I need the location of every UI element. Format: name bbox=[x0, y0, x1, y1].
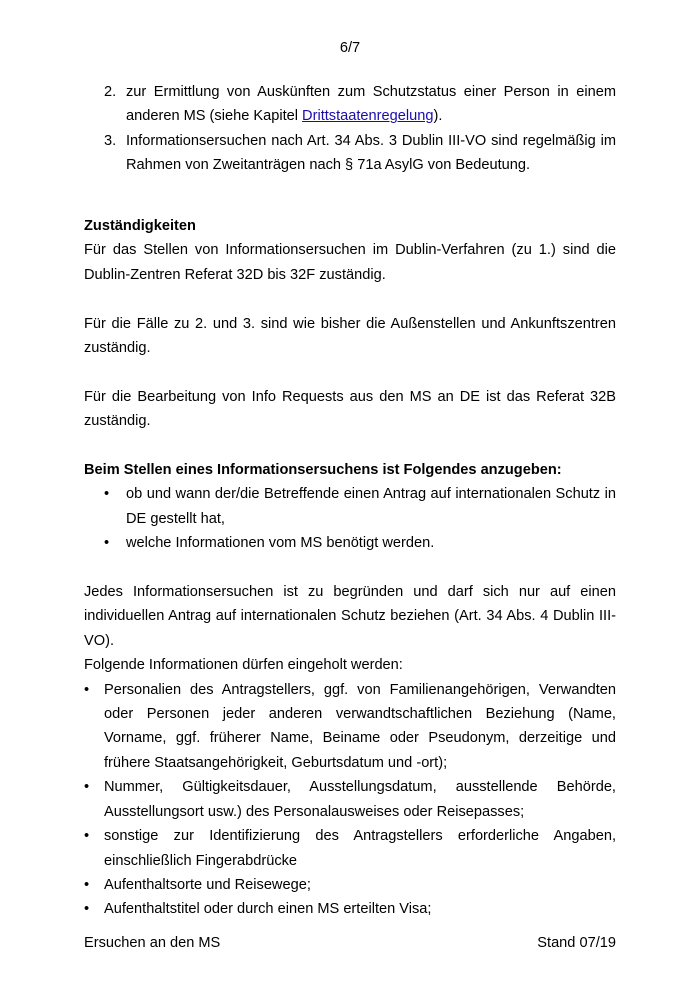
numbered-item-3 bbox=[84, 129, 616, 178]
item-number: 3. bbox=[104, 132, 117, 149]
paragraph-referat-32b: Für die Bearbeitung von Info Requests aus den MS an DE ist das Referat 32B zuständig. bbox=[84, 388, 616, 430]
bullet-icon: • bbox=[84, 828, 90, 845]
numbered-item-2 bbox=[84, 80, 616, 129]
paragraph-aussenstellen: Für die Fälle zu 2. und 3. sind wie bisher die Außenstellen und Ankunftszentren zuständig. bbox=[84, 315, 616, 357]
list-item bbox=[84, 482, 616, 531]
list-item bbox=[84, 775, 616, 824]
heading-angaben: Beim Stellen eines Informationsersuchens ist Folgendes anzugeben: bbox=[84, 462, 562, 479]
item-text-end: ). bbox=[433, 108, 443, 125]
list-item-text: Aufenthaltstitel oder durch einen MS erteilten Visa; bbox=[104, 901, 432, 918]
list-item-text: Personalien des Antragstellers, ggf. von Familienangehörigen, Verwandten oder Personen jeder anderen verwandtschaftlichen Beziehung (Name, Vorname, ggf. früherer Name, Beiname oder Pseudonym, derzeitige und frühere Staatsangehörigkeit, Geburtsdatum und -ort); bbox=[104, 681, 616, 771]
list-item bbox=[84, 873, 616, 897]
footer-version: Stand 07/19 bbox=[537, 935, 616, 951]
page-number: 6/7 bbox=[339, 40, 361, 56]
bullet-icon: • bbox=[84, 681, 90, 698]
bullet-icon: • bbox=[84, 901, 90, 918]
paragraph-dublin-zentren: Für das Stellen von Informationsersuchen im Dublin-Verfahren (zu 1.) sind die Dublin-Zentren Referat 32D bis 32F zuständig. bbox=[84, 242, 616, 283]
list-item-text: Nummer, Gültigkeitsdauer, Ausstellungsdatum, ausstellende Behörde, Ausstellungsort usw.) des Personalausweises oder Reisepasses; bbox=[104, 779, 616, 820]
document-body bbox=[84, 80, 616, 922]
item-number: 2. bbox=[104, 84, 117, 100]
list-item bbox=[84, 531, 616, 555]
informationen-intro: Folgende Informationen dürfen eingeholt werden: bbox=[84, 657, 403, 674]
footer-title: Ersuchen an den MS bbox=[84, 935, 221, 951]
list-item-text: ob und wann der/die Betreffende einen Antrag auf internationalen Schutz in DE gestellt hat, bbox=[126, 486, 616, 527]
bullet-icon: • bbox=[84, 779, 90, 796]
list-item bbox=[84, 678, 616, 776]
item-text: zur Ermittlung von Auskünften zum Schutzstatus einer Person in einem anderen MS (siehe Kapitel bbox=[126, 84, 616, 125]
heading-zustaendigkeiten: Zuständigkeiten bbox=[84, 218, 196, 235]
bullet-icon: • bbox=[84, 876, 90, 893]
list-item-text: sonstige zur Identifizierung des Antragstellers erforderliche Angaben, einschließlich Fingerabdrücke bbox=[104, 828, 616, 869]
list-item-text: welche Informationen vom MS benötigt werden. bbox=[126, 535, 435, 552]
list-item bbox=[84, 824, 616, 873]
drittstaatenregelung-link[interactable]: Drittstaatenregelung bbox=[302, 108, 434, 125]
list-item-text: Aufenthaltsorte und Reisewege; bbox=[104, 876, 311, 893]
paragraph-begruendung: Jedes Informationsersuchen ist zu begründen und darf sich nur auf einen individuellen Antrag auf internationalen Schutz beziehen (Art. 34 Abs. 4 Dublin III-VO). bbox=[84, 584, 616, 649]
bullet-icon: • bbox=[104, 535, 110, 552]
list-item bbox=[84, 897, 616, 921]
bullet-icon: • bbox=[104, 486, 110, 503]
item-text: Informationsersuchen nach Art. 34 Abs. 3 Dublin III-VO sind regelmäßig im Rahmen von Zweitanträgen nach § 71a AsylG von Bedeutung. bbox=[126, 132, 616, 174]
